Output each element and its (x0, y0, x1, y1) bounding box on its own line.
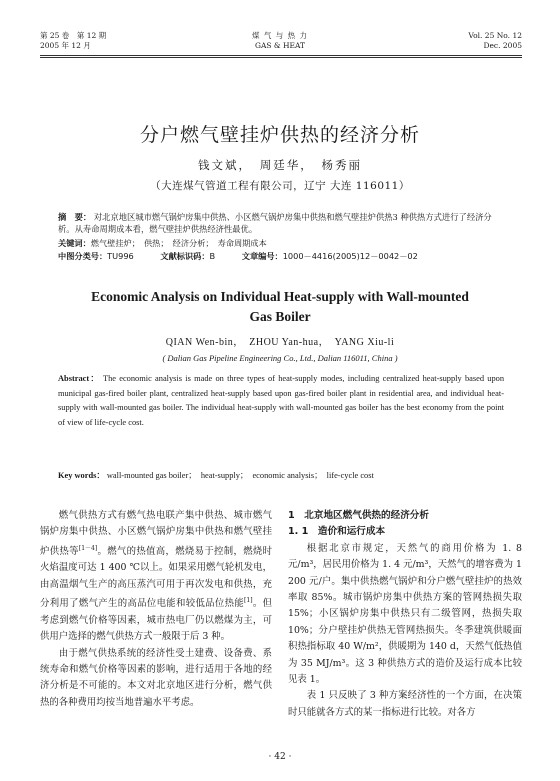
keywords-en: Key words： wall-mounted gas boiler； heat-supply； economic analysis； life-cycle cost (58, 471, 374, 480)
title-cn: 分户燃气壁挂炉供热的经济分析 (139, 124, 420, 146)
left-para-1: 燃气供热方式有燃气热电联产集中供热、城市燃气锅炉房集中供热、小区燃气锅炉房集中供热和燃气壁挂炉供热等[1－4]。燃气的热值高，燃烧易于控制，燃烧时火焰温度可达 1 400 ℃以上。如果采用燃气轮机发电，由高温烟气生产的高压蒸汽可用于再次发电和供热，充分利用了燃气产生的高品位电能和较低品位热能[1]。但考虑到燃气价格等因素，城市热电厂仍以燃煤为主，可供用户选择的燃气供热方式一般限于后 3 种。 (40, 510, 272, 643)
classification-line: 中图分类号：TU996 文献标识码：B 文章编号：1000－4416(2005)12－0042－02 (58, 251, 418, 261)
abstract-en-label: Abstract： (58, 374, 100, 383)
abstract-en-text: The economic analysis is made on three types of heat-supply modes, including centralized heat-supply based upon municipal gas-fired boiler plant, centralized heat-supply based upon gas-fired boiler plant in residential area, and individual heat-supply with wall-mounted gas boiler. The individual heat-supply with wall-mounted gas boiler has the best economy from the point of view of life-cycle cost. (58, 374, 505, 427)
right-column (288, 508, 522, 721)
abstract-cn-text: 对北京地区城市燃气锅炉房集中供热、小区燃气锅炉房集中供热和燃气壁挂炉供热3 种供热方式进行了经济分析。从寿命周期成本看，燃气壁挂炉供热经济性最优。 (58, 212, 492, 234)
abstract-cn (58, 211, 502, 235)
affiliation-en: ( Dalian Gas Pipeline Engineering Co., Ltd., Dalian 116011, China ) (162, 353, 398, 363)
authors-cn: 钱文斌， 周廷华， 杨秀丽 (198, 158, 362, 172)
header-rule-thin (40, 57, 522, 58)
section-1-heading: 1 北京地区燃气供热的经济分析 (288, 510, 429, 521)
header-date: Vol. 25 No. 12 Dec. 2005 (468, 31, 522, 50)
right-para-1: 根据北京市规定，天然气的商用价格为 1. 8 元/m³，居民用价格为 1. 4 元/m³，天然气的增容费为 1 200 元/户。集中供热燃气锅炉和分户燃气壁挂炉的热效率取 85%。城市锅炉房集中供热方案的管网热损失取 15%；小区锅炉房集中供热只有二级管网，热损失取 10%；分户壁挂炉供热无管网热损失。冬季建筑供暖面积热指标取 40 W/m²，供暖期为 140 d，天然气低热值为 35 MJ/m³。这 3 种供热方式的造价及运行成本比较见表 1。 (288, 542, 522, 686)
page-number: · 42 · (268, 752, 292, 762)
header-rule (40, 55, 522, 56)
section-1-1-heading: 1. 1 造价和运行成本 (288, 526, 386, 538)
keywords-cn: 关键词：燃气壁挂炉； 供热； 经济分析； 寿命周期成本 (58, 238, 267, 248)
affiliation-cn: （大连煤气管道工程有限公司，辽宁 大连 116011） (150, 180, 410, 192)
right-para-2: 表 1 只反映了 3 种方案经济性的一个方面，在决策时只能就各方式的某一指标进行比较。对各方 (288, 690, 522, 718)
header-volume: 第 25 卷 第 12 期 2005 年 12 月 (40, 31, 107, 50)
header-journal: 煤 气 与 热 力 GAS & HEAT (251, 31, 309, 50)
abstract-en (58, 372, 504, 430)
authors-en: QIAN Wen-bin， ZHOU Yan-hua， YANG Xiu-li (165, 337, 395, 348)
left-para-2: 由于燃气供热系统的经济性受土建费、设备费、系统寿命和燃气价格等因素的影响，进行适用于各地的经济分析是不可能的。本文对北京地区进行分析，燃气供热的各种费用均按当地普遍水平考虑。 (40, 647, 272, 708)
title-en: Economic Analysis on Individual Heat-supply with Wall-mounted Gas Boiler (91, 289, 469, 324)
abstract-cn-label: 摘 要： (58, 212, 92, 222)
left-column (40, 508, 272, 711)
